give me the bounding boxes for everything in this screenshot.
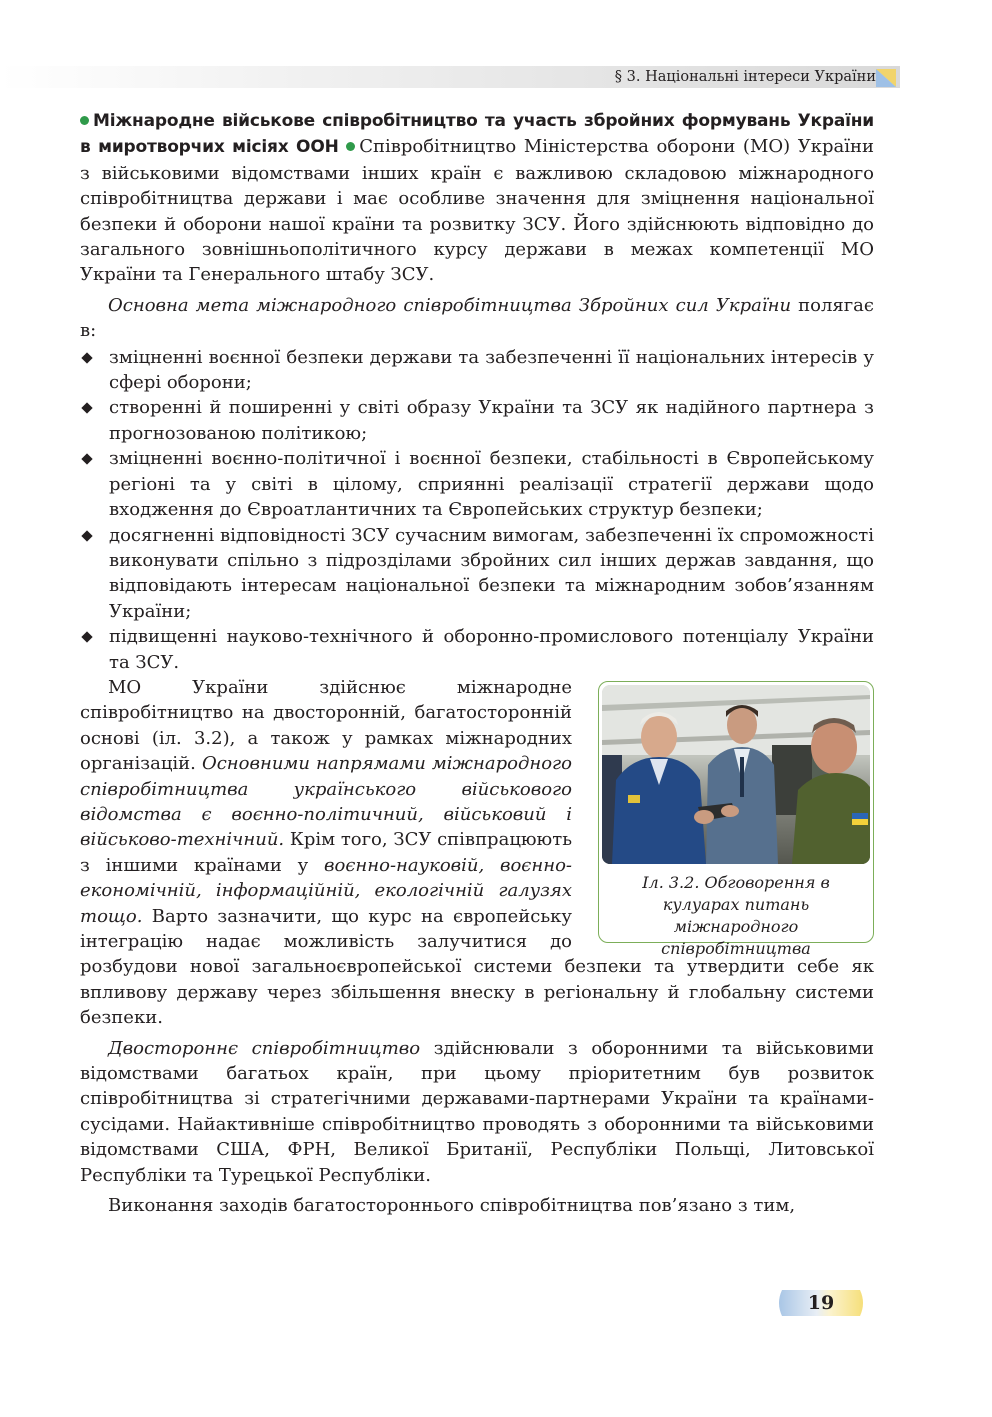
figure-3-2: [598, 681, 874, 958]
cooperation-text-1: МО України здійснює міжнародне співробітництво на двосторонній, багатосторонній основі (іл. 3.2), а також у рамках міжнародних організацій.: [80, 676, 572, 775]
list-item-text: зміцненні воєнної безпеки держави та забезпеченні її національних інтересів у сфері оборони;: [109, 346, 874, 394]
list-item-text: досягненні відповідності ЗСУ сучасним вимогам, забезпеченні їх спроможності виконувати спільно з підрозділами збройних сил інших держав завдання, що відповідають інтересам національної безпеки та міжнародним зобов’язанням України;: [109, 524, 874, 622]
list-item: [80, 446, 874, 522]
goals-lead: [80, 293, 874, 344]
green-bullet-icon: [80, 116, 89, 125]
goals-lead-rest: полягає в:: [80, 294, 874, 342]
diamond-bullet-icon: [81, 454, 92, 465]
bilateral-paragraph: [80, 1036, 874, 1188]
goals-lead-italic: Основна мета міжнародного співробітництва Збройних сил України: [108, 294, 792, 316]
cooperation-directions-italic: Основними напрямами міжнародного співробітництва українського військового відомства є воєнно-політичний, військовий і військово-технічний.: [80, 753, 572, 851]
figure-caption: Іл. 3.2. Обговорення в кулуарах питань міжнародного співробітництва: [642, 872, 830, 958]
green-bullet-icon: [346, 142, 355, 151]
cooperation-fields-italic: воєнно-науковій, воєнно-економічній, інформаційній, екологічній галузях тощо.: [80, 854, 573, 927]
photo-illustration: [602, 685, 870, 864]
list-item-text: зміцненні воєнно-політичної і воєнної безпеки, стабільності в Європейському регіоні та у світі в цілому, сприянні реалізації стратегії держави щодо входження до Євроатлантичних та Європейських структур безпеки;: [109, 448, 874, 521]
diamond-bullet-icon: [81, 530, 92, 541]
page-number: 19: [807, 1292, 835, 1314]
cooperation-text-3: Крім того, ЗСУ співпрацюють з іншими країнами у: [80, 829, 572, 876]
cooperation-section: [80, 675, 874, 1031]
bilateral-lead-italic: Двостороннє співробітництво: [108, 1037, 421, 1059]
list-item: [80, 395, 874, 446]
page-content: [80, 108, 874, 1218]
list-item: [80, 523, 874, 625]
diamond-bullet-icon: [81, 631, 92, 642]
cooperation-text-5: Варто зазначити, що курс на європейську інтеграцію надає можливість залучитися до розбудови нової загальноєвропейської системи безпеки та утвердити себе як впливову державу через збільшення внеску в регіональну й глобальну системи безпеки.: [80, 905, 874, 1029]
section-heading: Міжнародне військове співробітництво та участь збройних формувань України в миротворчих місіях ООН: [80, 111, 874, 158]
list-item-text: підвищенні науково-технічного й оборонно-промислового потенціалу України та ЗСУ.: [109, 626, 874, 673]
photo-officers-discussion: [602, 685, 870, 864]
list-item: [80, 624, 874, 675]
diamond-bullet-icon: [81, 403, 92, 414]
diamond-bullet-icon: [81, 352, 92, 363]
list-item: [80, 345, 874, 396]
intro-paragraph: [80, 108, 874, 288]
goals-list: [80, 345, 874, 675]
multilateral-paragraph: Виконання заходів багатостороннього співробітництва пов’язано з тим,: [108, 1195, 796, 1217]
header-corner-mark: [876, 69, 896, 87]
running-header-title: § 3. Національні інтереси України: [614, 69, 876, 85]
intro-text: Співробітництво Міністерства оборони (МО) України з військовими відомствами інших країн є важливою складовою міжнародного співробітництва держави і має особливе значення для зміцнення національної безпеки й оборони нашої країни та розвитку ЗСУ. Його здійснюють відповідно до загального зовнішньополітичного курсу держави в межах компетенції МО України та Генерального штабу ЗСУ.: [80, 136, 874, 286]
list-item-text: створенні й поширенні у світі образу України та ЗСУ як надійного партнера з прогнозованою політикою;: [109, 397, 874, 444]
bilateral-text: здійснювали з оборонними та військовими відомствами багатьох країн, при цьому пріоритетним був розвиток співробітництва зі стратегічними державами-партнерами України та країнами-сусідами. Найактивніше співробітництво проводять з оборонними та військовими відомствами США, ФРН, Великої Британії, Республіки Польщі, Литовської Республіки та Турецької Республіки.: [80, 1037, 874, 1186]
